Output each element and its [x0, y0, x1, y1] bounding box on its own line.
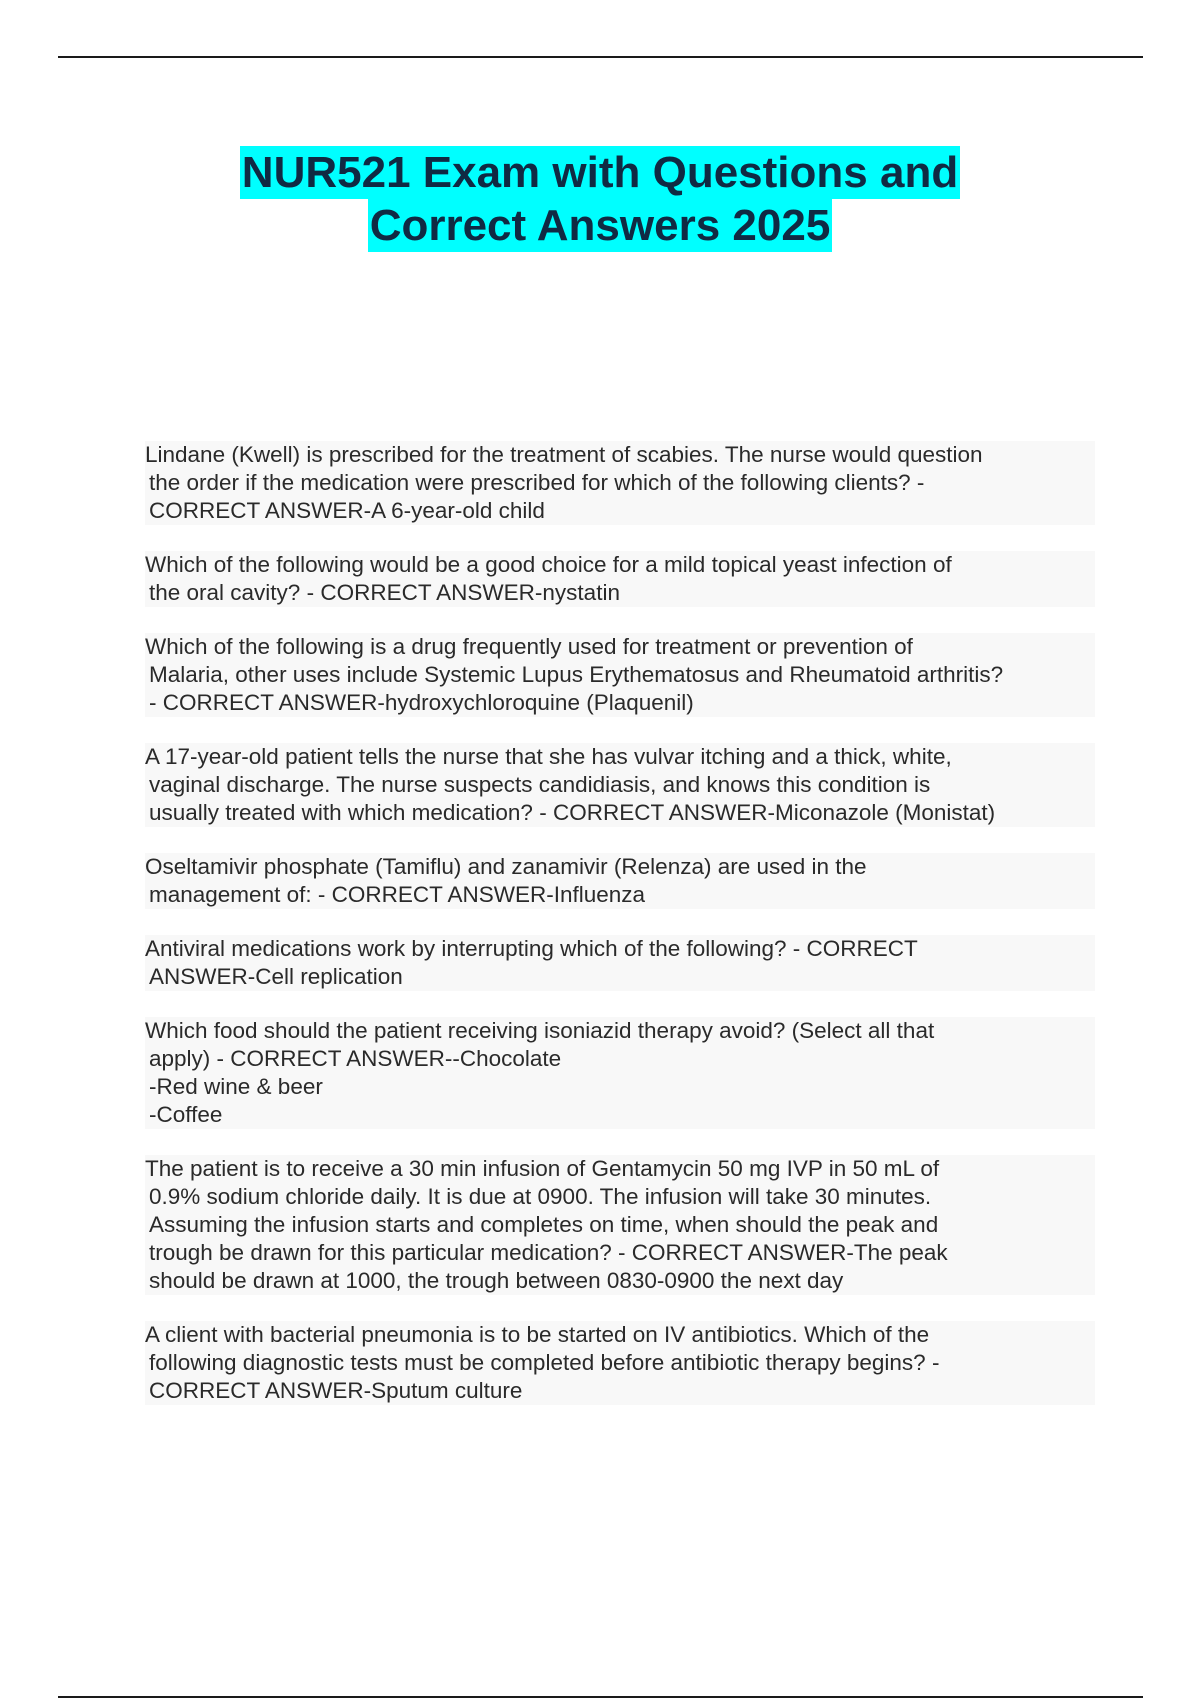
qa-text-line: 0.9% sodium chloride daily. It is due at 0900. The infusion will take 30 minutes.: [149, 1184, 932, 1209]
qa-item: [145, 441, 1095, 525]
qa-text-line: Malaria, other uses include Systemic Lupus Erythematosus and Rheumatoid arthritis?: [149, 662, 1004, 687]
qa-text-line: usually treated with which medication? - CORRECT ANSWER-Miconazole (Monistat): [149, 800, 996, 825]
qa-text-line: Which of the following would be a good choice for a mild topical yeast infection of: [145, 552, 952, 577]
qa-text-line: CORRECT ANSWER-A 6-year-old child: [149, 498, 545, 523]
qa-text-line: Which food should the patient receiving isoniazid therapy avoid? (Select all that: [145, 1018, 935, 1043]
qa-text-line: Oseltamivir phosphate (Tamiflu) and zanamivir (Relenza) are used in the: [145, 854, 867, 879]
qa-item: [145, 1017, 1095, 1129]
qa-text-line: trough be drawn for this particular medication? - CORRECT ANSWER-The peak: [149, 1240, 948, 1265]
qa-text-line: Lindane (Kwell) is prescribed for the treatment of scabies. The nurse would question: [145, 442, 983, 467]
qa-text-line: -Red wine & beer: [149, 1074, 323, 1099]
qa-text-line: following diagnostic tests must be completed before antibiotic therapy begins? -: [149, 1350, 940, 1375]
qa-text-line: A client with bacterial pneumonia is to be started on IV antibiotics. Which of the: [145, 1322, 930, 1347]
qa-text-line: The patient is to receive a 30 min infusion of Gentamycin 50 mg IVP in 50 mL of: [145, 1156, 940, 1181]
qa-text-line: Which of the following is a drug frequently used for treatment or prevention of: [145, 634, 913, 659]
qa-item: [145, 551, 1095, 607]
qa-item: [145, 633, 1095, 717]
qa-text-line: Antiviral medications work by interrupting which of the following? - CORRECT: [145, 936, 918, 961]
qa-text-line: management of: - CORRECT ANSWER-Influenza: [149, 882, 646, 907]
document-title: [0, 146, 1200, 252]
qa-text-line: the oral cavity? - CORRECT ANSWER-nystatin: [149, 580, 620, 605]
qa-text-line: -Coffee: [149, 1102, 223, 1127]
qa-text-line: vaginal discharge. The nurse suspects candidiasis, and knows this condition is: [149, 772, 931, 797]
qa-text-line: A 17-year-old patient tells the nurse that she has vulvar itching and a thick, white,: [145, 744, 952, 769]
qa-item: [145, 1155, 1095, 1295]
qa-item: [145, 743, 1095, 827]
header-rule: [58, 56, 1143, 58]
question-answer-list: [145, 441, 1095, 1431]
qa-item: [145, 935, 1095, 991]
qa-text-line: ANSWER-Cell replication: [149, 964, 403, 989]
qa-text-line: - CORRECT ANSWER-hydroxychloroquine (Plaquenil): [149, 690, 694, 715]
title-line-2: Correct Answers 2025: [369, 201, 831, 250]
qa-text-line: CORRECT ANSWER-Sputum culture: [149, 1378, 523, 1403]
qa-text-line: should be drawn at 1000, the trough between 0830-0900 the next day: [149, 1268, 844, 1293]
qa-item: [145, 1321, 1095, 1405]
title-line-1: NUR521 Exam with Questions and: [241, 148, 959, 197]
qa-text-line: the order if the medication were prescribed for which of the following clients? -: [149, 470, 925, 495]
qa-text-line: Assuming the infusion starts and completes on time, when should the peak and: [149, 1212, 939, 1237]
qa-text-line: apply) - CORRECT ANSWER--Chocolate: [149, 1046, 562, 1071]
qa-item: [145, 853, 1095, 909]
footer-rule: [58, 1696, 1143, 1698]
